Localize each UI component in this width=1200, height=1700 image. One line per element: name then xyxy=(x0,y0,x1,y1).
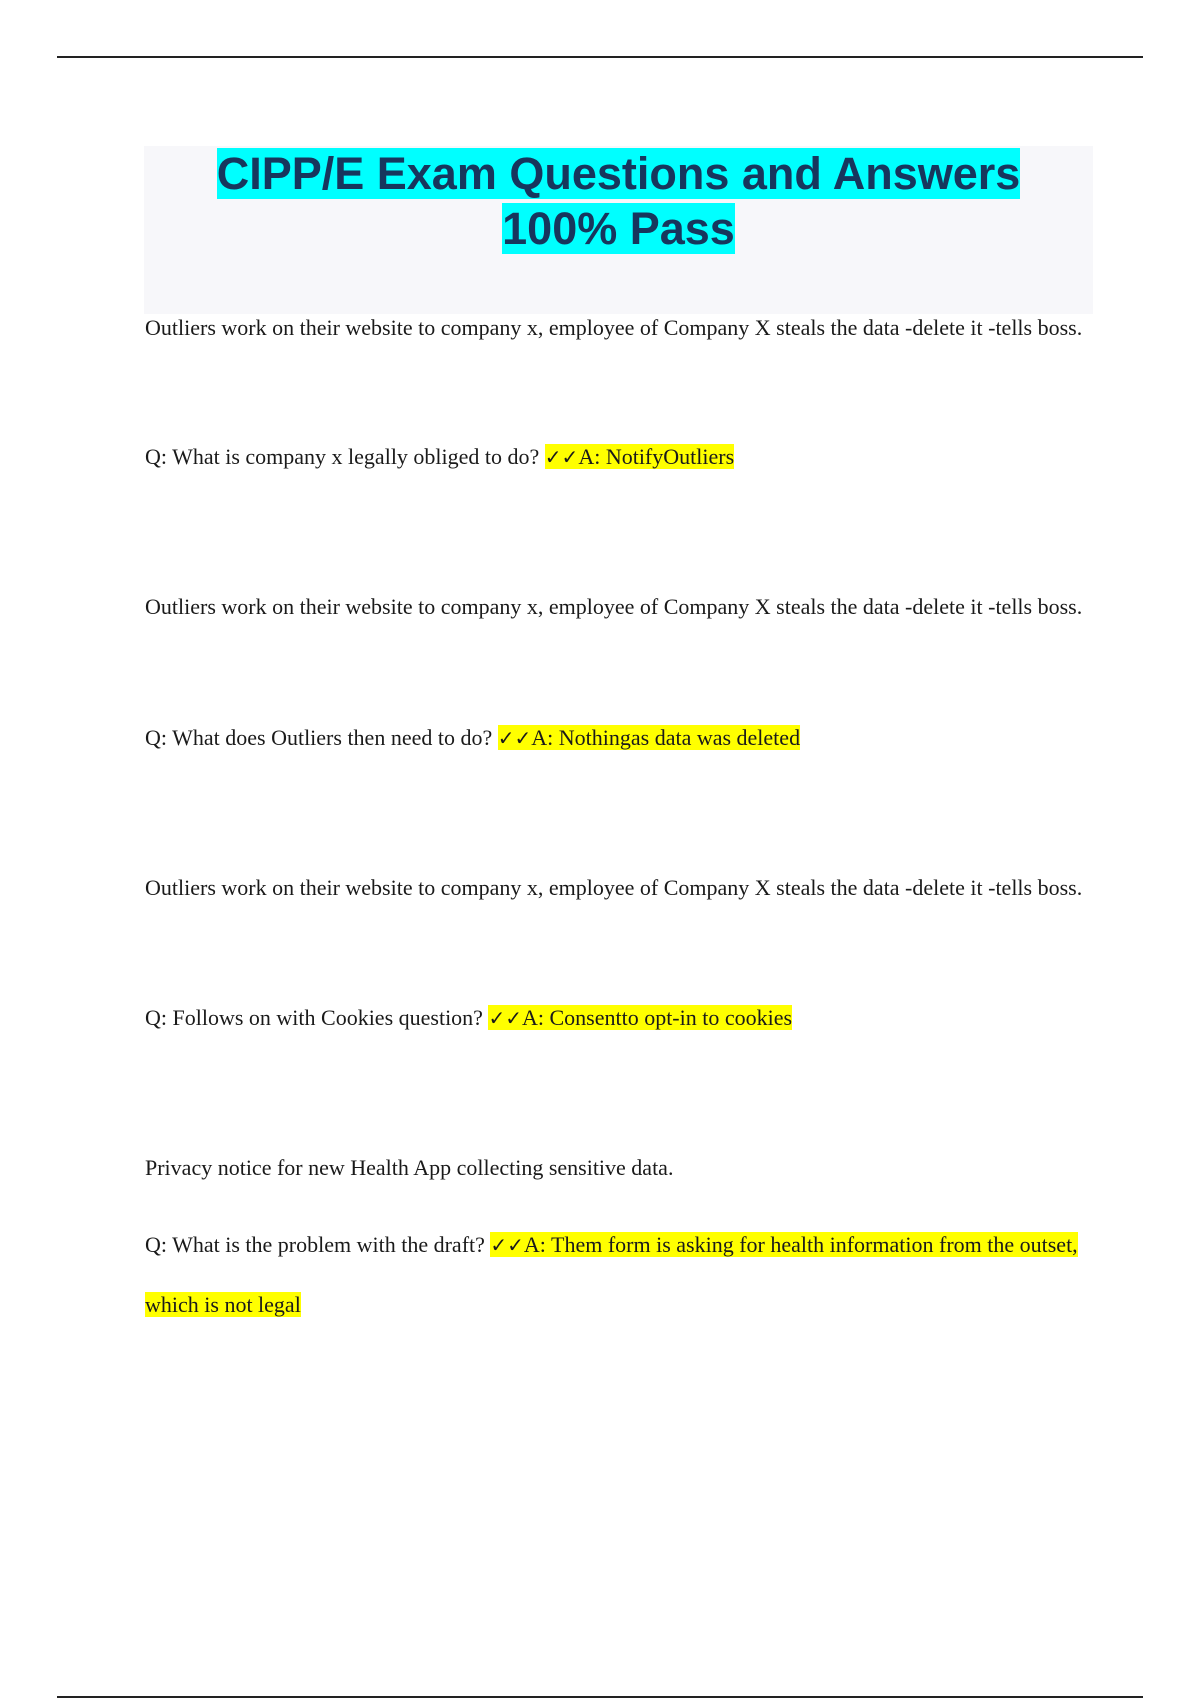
answer-highlight xyxy=(498,725,800,750)
page-top-rule xyxy=(57,56,1143,58)
document-title-line-1: CIPP/E Exam Questions and Answers xyxy=(216,148,1021,199)
answer-highlight xyxy=(488,1005,792,1030)
question-text: Q: What does Outliers then need to do? xyxy=(145,725,493,750)
document-title-line-2: 100% Pass xyxy=(502,203,735,254)
double-check-icon: ✓✓ xyxy=(488,1006,522,1030)
double-check-icon: ✓✓ xyxy=(497,726,532,750)
question-line xyxy=(145,710,1105,766)
double-check-icon: ✓✓ xyxy=(544,445,579,469)
question-line xyxy=(145,1215,1105,1335)
answer-text: A: Them form is asking for health information from the outset, which is not legal xyxy=(145,1232,1078,1317)
page-bottom-rule xyxy=(57,1696,1143,1698)
answer-text: A: Consentto opt-in to cookies xyxy=(521,1005,793,1030)
question-line xyxy=(145,990,1105,1046)
answer-highlight xyxy=(545,444,734,469)
question-text: Q: What is the problem with the draft? xyxy=(145,1232,485,1257)
title-block xyxy=(144,146,1093,314)
scenario-text: Outliers work on their website to company x, employee of Company X steals the data -delete it -tells boss. xyxy=(145,315,1083,340)
question-line xyxy=(145,429,1105,485)
answer-text: A: Nothingas data was deleted xyxy=(531,725,801,750)
scenario-text: Outliers work on their website to company x, employee of Company X steals the data -delete it -tells boss. xyxy=(145,594,1083,619)
scenario-text: Outliers work on their website to company x, employee of Company X steals the data -delete it -tells boss. xyxy=(145,875,1083,900)
answer-text: A: NotifyOutliers xyxy=(578,444,735,469)
double-check-icon: ✓✓ xyxy=(490,1233,524,1257)
question-text: Q: Follows on with Cookies question? xyxy=(145,1005,483,1030)
question-text: Q: What is company x legally obliged to do? xyxy=(145,444,540,469)
scenario-text: Privacy notice for new Health App collecting sensitive data. xyxy=(145,1155,674,1180)
